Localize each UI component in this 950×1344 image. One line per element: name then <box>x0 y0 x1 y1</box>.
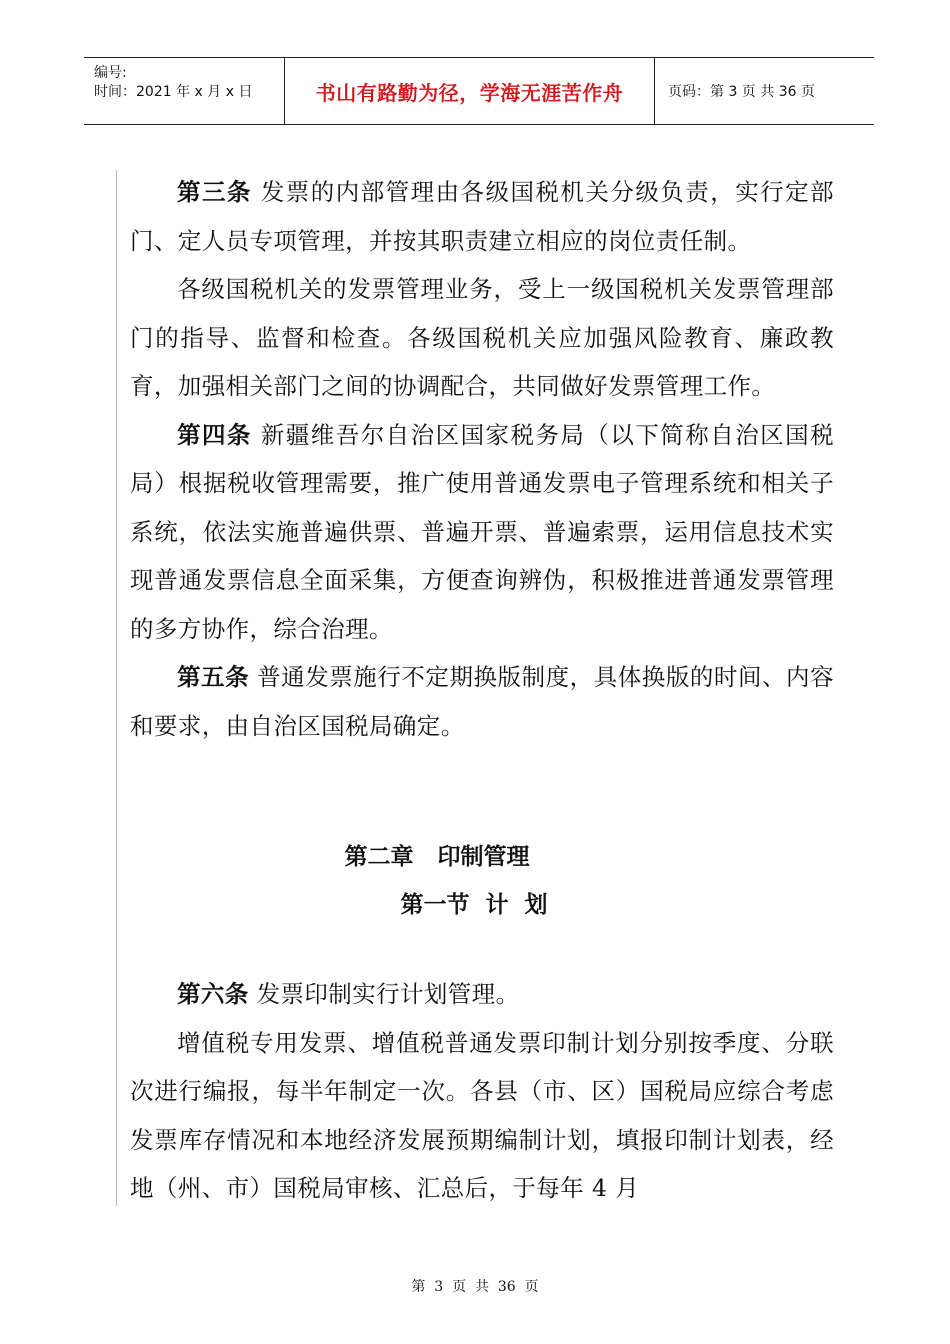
articles-block-2 <box>130 970 834 1213</box>
article-number: 第三条 <box>177 178 252 206</box>
articles-block-1 <box>130 168 834 750</box>
paragraph-text: 各级国税机关的发票管理业务，受上一级国税机关发票管理部门的指导、监督和检查。各级国税机关应加强风险教育、廉政教育，加强相关部门之间的协调配合，共同做好发票管理工作。 <box>130 275 834 400</box>
article-number: 第四条 <box>177 420 252 449</box>
article-number: 第六条 <box>177 980 249 1008</box>
chapter-title: 第二章 印制管理 <box>344 844 530 870</box>
paragraph <box>130 265 834 411</box>
paragraph <box>130 970 834 1019</box>
header-page-info: 页码：第 3 页 共 36 页 <box>668 84 815 100</box>
paragraph <box>130 1019 834 1213</box>
section-title: 第一节 计 划 <box>400 892 548 918</box>
paragraph-text: 发票印制实行计划管理。 <box>248 980 520 1008</box>
paragraph-text: 新疆维吾尔自治区国家税务局（以下简称自治区国税局）根据税收管理需要，推广使用普通发票电子管理系统和相关子系统，依法实施普遍供票、普遍开票、普遍索票，运用信息技术实现普通发票信息全面采集，方便查询辨伪，积极推进普通发票管理的多方协作，综合治理。 <box>130 420 834 643</box>
document-date: 时间：2021 年 x 月 x 日 <box>94 84 253 100</box>
article-number: 第五条 <box>177 663 250 691</box>
header-motto: 书山有路勤为径，学海无涯苦作舟 <box>285 58 655 124</box>
left-margin-rule <box>116 170 117 1206</box>
paragraph-text: 增值税专用发票、增值税普通发票印制计划分别按季度、分联次进行编报，每半年制定一次。各县（市、区）国税局应综合考虑发票库存情况和本地经济发展预期编制计划，填报印制计划表，经地（州、市）国税局审核、汇总后，于每年 4 月 <box>130 1028 834 1202</box>
paragraph <box>130 411 834 654</box>
paragraph <box>130 653 834 750</box>
paragraph-text: 普通发票施行不定期换版制度，具体换版的时间、内容和要求，由自治区国税局确定。 <box>130 663 834 740</box>
page-header <box>84 57 874 125</box>
page-footer: 第 3 页 共 36 页 <box>411 1279 539 1295</box>
paragraph-text: 发票的内部管理由各级国税机关分级负责，实行定部门、定人员专项管理，并按其职责建立相应的岗位责任制。 <box>130 178 834 255</box>
header-meta <box>84 58 285 124</box>
document-number-label: 编号: <box>94 65 127 81</box>
paragraph <box>130 168 834 265</box>
